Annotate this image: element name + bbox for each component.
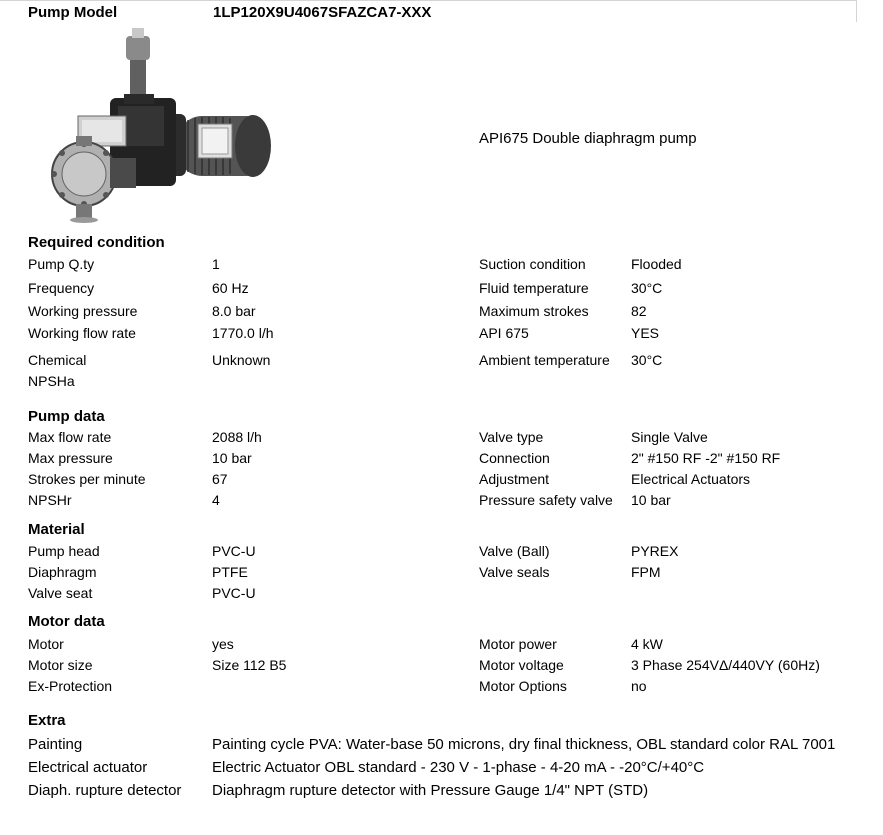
section-material: Material — [28, 521, 85, 538]
field-value: Electric Actuator OBL standard - 230 V - 1-phase - 4-20 mA - -20°C/+40°C — [212, 759, 705, 776]
field-label: Electrical actuator — [28, 759, 148, 776]
field-value: 2" #150 RF -2" #150 RF — [631, 450, 781, 466]
field-value: 4 — [212, 492, 220, 508]
field-value: PVC-U — [212, 543, 256, 559]
field-label: Connection — [479, 450, 550, 466]
pump-model-code: 1LP120X9U4067SFAZCA7-XXX — [213, 4, 432, 21]
field-label: Motor — [28, 636, 64, 652]
field-label: Working flow rate — [28, 325, 136, 341]
section-motor-data: Motor data — [28, 613, 105, 630]
field-label: NPSHa — [28, 373, 75, 389]
field-label: Motor Options — [479, 678, 567, 694]
field-label: Pump head — [28, 543, 100, 559]
field-label: Pump Q.ty — [28, 256, 95, 272]
field-label: Valve seals — [479, 564, 550, 580]
field-value: 30°C — [631, 352, 663, 368]
header-divider — [856, 0, 857, 22]
top-border — [0, 0, 857, 1]
field-value: yes — [212, 636, 234, 652]
field-value: YES — [631, 325, 660, 341]
field-label: Motor power — [479, 636, 557, 652]
field-value: Diaphragm rupture detector with Pressure Gauge 1/4" NPT (STD) — [212, 782, 649, 799]
field-label: Valve (Ball) — [479, 543, 550, 559]
field-value: 10 bar — [631, 492, 671, 508]
field-value: no — [631, 678, 647, 694]
section-required-condition: Required condition — [28, 234, 165, 251]
field-value: PYREX — [631, 543, 679, 559]
field-label: Motor size — [28, 657, 93, 673]
field-value: 10 bar — [212, 450, 252, 466]
field-label: Working pressure — [28, 303, 138, 319]
field-label: Pressure safety valve — [479, 492, 613, 508]
field-label: Ex-Protection — [28, 678, 113, 694]
field-label: Fluid temperature — [479, 280, 589, 296]
field-label: API 675 — [479, 325, 529, 341]
field-value: PTFE — [212, 564, 248, 580]
field-label: NPSHr — [28, 492, 72, 508]
field-label: Suction condition — [479, 256, 586, 272]
field-value: Flooded — [631, 256, 682, 272]
field-value: 1770.0 l/h — [212, 325, 274, 341]
field-label: Diaph. rupture detector — [28, 782, 182, 799]
field-label: Ambient temperature — [479, 352, 610, 368]
section-extra: Extra — [28, 712, 66, 729]
field-value: 4 kW — [631, 636, 663, 652]
field-value: 2088 l/h — [212, 429, 262, 445]
field-label: Frequency — [28, 280, 95, 296]
field-value: Size 112 B5 — [212, 657, 287, 673]
field-value: Unknown — [212, 352, 271, 368]
pump-model-label: Pump Model — [28, 4, 118, 21]
field-label: Strokes per minute — [28, 471, 146, 487]
field-label: Max pressure — [28, 450, 113, 466]
field-value: 60 Hz — [212, 280, 249, 296]
field-value: Electrical Actuators — [631, 471, 751, 487]
field-label: Valve seat — [28, 585, 93, 601]
section-pump-data: Pump data — [28, 408, 105, 425]
field-value: 67 — [212, 471, 228, 487]
field-value: Painting cycle PVA: Water-base 50 microns, dry final thickness, OBL standard color RAL 7001 — [212, 736, 836, 753]
diaphragm-pump-illustration — [48, 28, 273, 223]
field-label: Chemical — [28, 352, 87, 368]
field-value: 8.0 bar — [212, 303, 256, 319]
field-value: PVC-U — [212, 585, 256, 601]
field-label: Adjustment — [479, 471, 550, 487]
pump-description: API675 Double diaphragm pump — [479, 130, 697, 147]
field-label: Diaphragm — [28, 564, 97, 580]
field-label: Maximum strokes — [479, 303, 589, 319]
field-value: FPM — [631, 564, 661, 580]
field-label: Painting — [28, 736, 83, 753]
field-value: 82 — [631, 303, 647, 319]
field-value: 30°C — [631, 280, 663, 296]
field-label: Motor voltage — [479, 657, 564, 673]
field-value: Single Valve — [631, 429, 708, 445]
field-label: Valve type — [479, 429, 544, 445]
field-label: Max flow rate — [28, 429, 112, 445]
field-value: 3 Phase 254VΔ/440VY (60Hz) — [631, 657, 820, 673]
field-value: 1 — [212, 256, 220, 272]
